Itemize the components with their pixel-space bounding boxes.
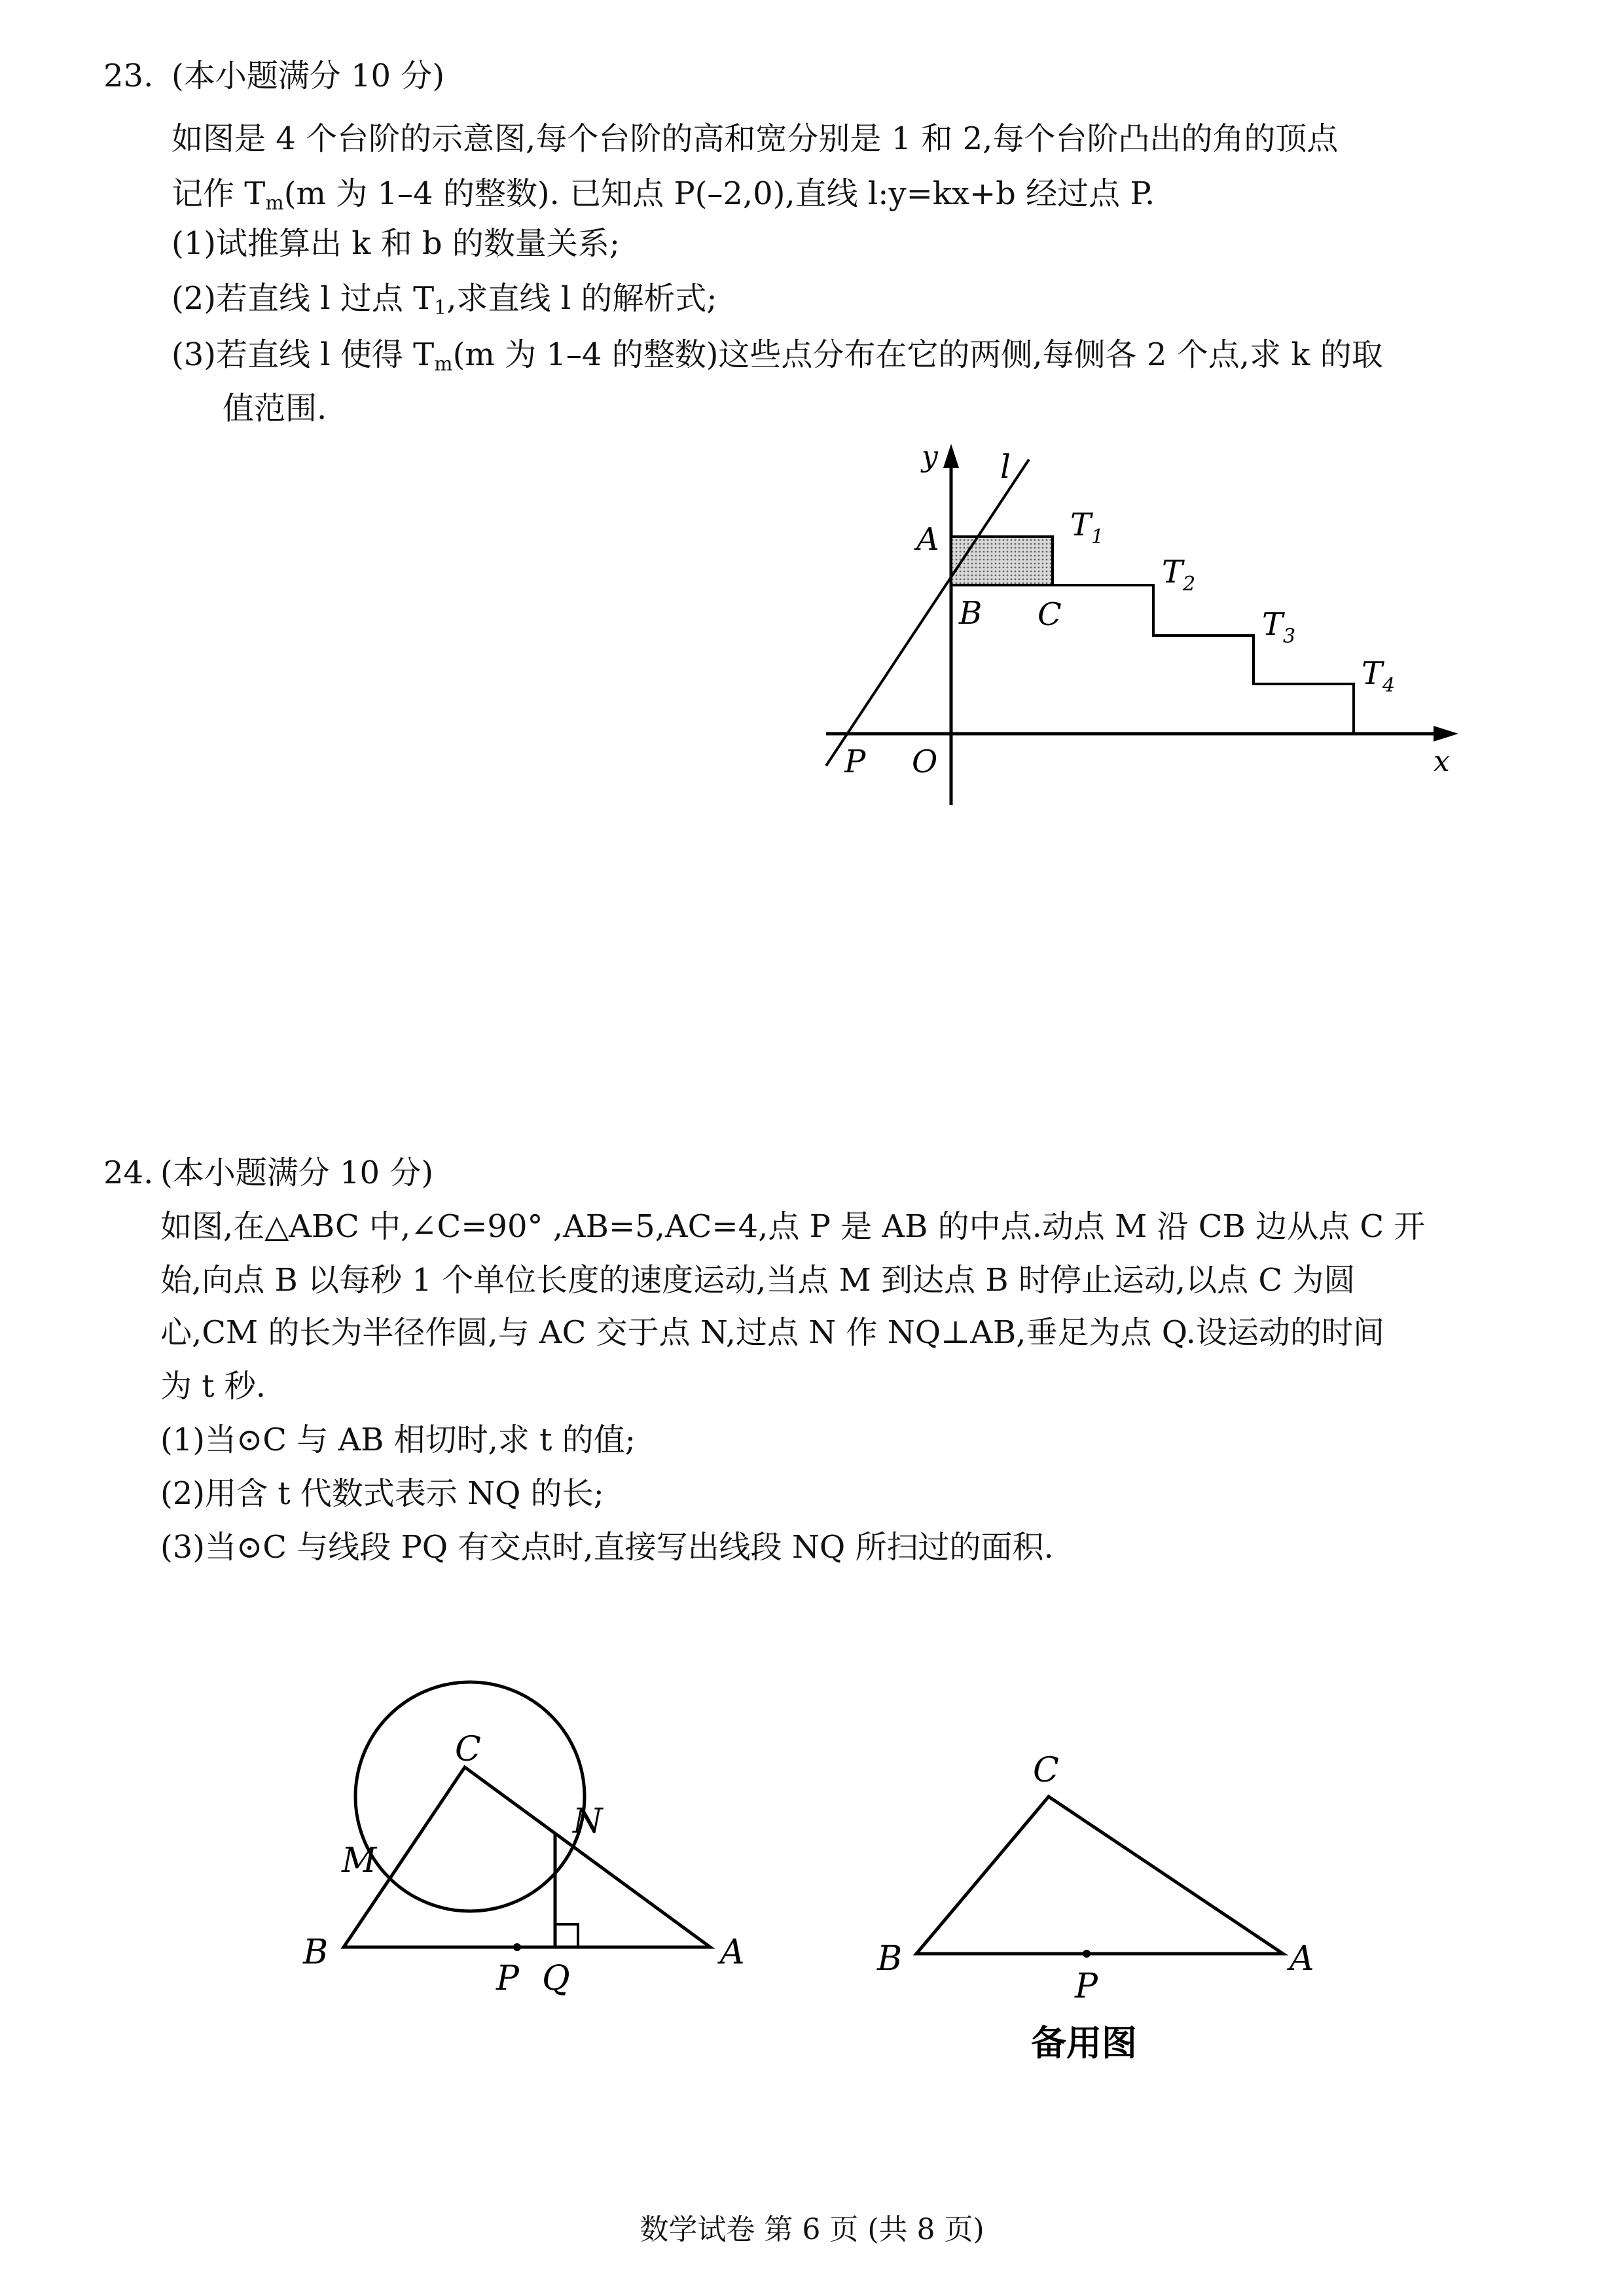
fig1-label-A: A <box>720 1933 745 1972</box>
backup-point-P <box>1083 1950 1091 1958</box>
q24-number: 24. <box>103 1155 154 1191</box>
q24-points: (本小题满分 10 分) <box>160 1155 434 1191</box>
q23-part2: (2)若直线 l 过点 $T_1$,求直线 l 的解析式; <box>171 280 717 319</box>
label-C: C <box>1038 596 1062 633</box>
fig1-label-Q: Q <box>542 1959 570 1998</box>
fig1-label-C: C <box>455 1730 481 1769</box>
backup-triangle-ABC <box>916 1797 1283 1954</box>
q24-stem-line1: 如图,在△ABC 中,∠C=90° ,AB=5,AC=4,点 P 是 AB 的中点.动点 M 沿 CB 边从点 C 开 <box>160 1208 1426 1245</box>
q23-points: (本小题满分 10 分) <box>171 58 445 94</box>
q24-stem-line2: 始,向点 B 以每秒 1 个单位长度的速度运动,当点 M 到达点 B 时停止运动,以点 C 为圆 <box>160 1262 1356 1299</box>
fig1-label-P: P <box>496 1959 519 1998</box>
q24-part3: (3)当⊙C 与线段 PQ 有交点时,直接写出线段 NQ 所扫过的面积. <box>160 1529 1054 1566</box>
fig1-label-N: N <box>573 1802 603 1841</box>
q23-part3: (3)若直线 l 使得 $T_m(m$ 为 1–4 的整数)这些点分布在它的两侧,每侧各 2 个点,求 k 的取 <box>171 336 1383 376</box>
fig1-label-M: M <box>342 1841 377 1880</box>
backup-figure-caption: 备用图 <box>1031 2022 1137 2064</box>
q23-stem-line1: 如图是 4 个台阶的示意图,每个台阶的高和宽分别是 1 和 2,每个台阶凸出的角的顶点 <box>171 120 1339 157</box>
q23-part3-cont: 值范围. <box>223 390 327 427</box>
page-footer: 数学试卷 第 6 页 (共 8 页) <box>640 2213 984 2246</box>
fig1-label-B: B <box>303 1933 329 1972</box>
label-T2: $T_2$ <box>1162 554 1196 596</box>
label-y: y <box>922 440 938 473</box>
fig2-label-C: C <box>1033 1751 1059 1790</box>
label-O: O <box>912 744 938 780</box>
label-T1: $T_1$ <box>1070 507 1104 548</box>
label-B: B <box>959 595 983 632</box>
q23-stem-line2: 记作 $T_m(m$ 为 1–4 的整数). 已知点 P(–2,0),直线 l:y=kx+b 经过点 P. <box>171 175 1155 215</box>
label-T3: $T_3$ <box>1262 606 1296 648</box>
label-P: P <box>844 744 866 780</box>
q24-part1: (1)当⊙C 与 AB 相切时,求 t 的值; <box>160 1422 636 1458</box>
q23-part1: (1)试推算出 k 和 b 的数量关系; <box>171 225 621 262</box>
q24-stem-line4: 为 t 秒. <box>160 1368 266 1405</box>
label-x: x <box>1434 745 1450 778</box>
fig2-label-P: P <box>1075 1967 1098 2006</box>
label-l: l <box>1000 448 1011 486</box>
fig2-label-A: A <box>1290 1939 1314 1979</box>
q23-number: 23. <box>103 58 154 94</box>
label-A: A <box>916 521 939 558</box>
q24-stem-line3: 心,CM 的长为半径作圆,与 AC 交于点 N,过点 N 作 NQ⊥AB,垂足为点 Q.设运动的时间 <box>160 1314 1384 1351</box>
fig2-label-B: B <box>877 1939 903 1979</box>
q24-part2: (2)用含 t 代数式表示 NQ 的长; <box>160 1475 604 1512</box>
label-T4: $T_4$ <box>1362 655 1396 697</box>
